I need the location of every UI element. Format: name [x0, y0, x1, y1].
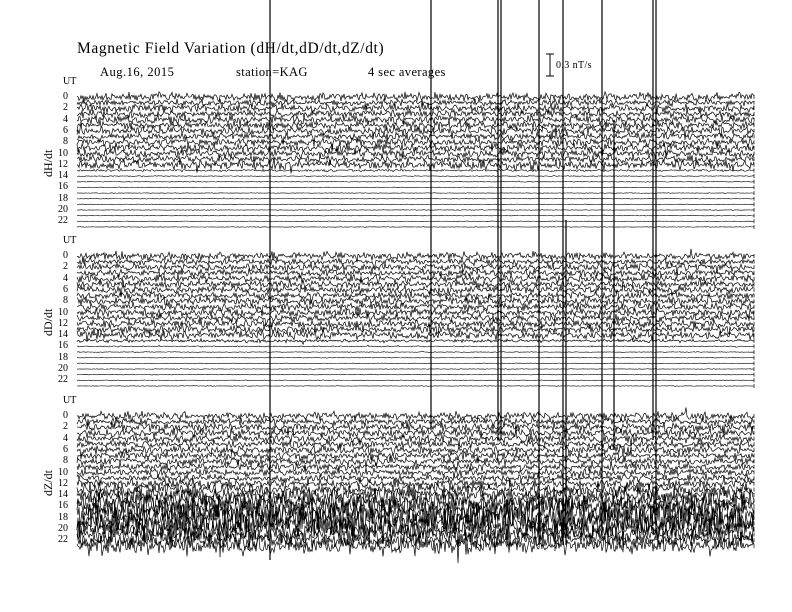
hour-label: 6 — [63, 443, 68, 455]
hour-label: 22 — [58, 215, 68, 227]
ut-label: UT — [63, 76, 77, 87]
hour-label: 0 — [63, 91, 68, 102]
hour-label: 0 — [63, 410, 68, 421]
hour-label: 0 — [63, 250, 68, 261]
hour-label: 10 — [58, 306, 68, 318]
hour-label: 6 — [63, 283, 68, 295]
hour-label: 22 — [58, 534, 68, 546]
hour-label: 2 — [63, 102, 68, 114]
y-axis-label: dH/dt — [41, 149, 55, 178]
hour-label: 16 — [58, 181, 68, 193]
scale-bar-label: 0.3 nT/s — [556, 60, 592, 71]
hour-label: 4 — [63, 272, 68, 284]
hour-label: 22 — [58, 374, 68, 386]
hour-label: 18 — [58, 511, 68, 523]
ut-label: UT — [63, 235, 77, 246]
y-axis-label: dD/dt — [41, 308, 55, 337]
hour-label: 12 — [58, 158, 68, 170]
station-label: station=KAG — [236, 65, 308, 79]
hour-label: 12 — [58, 477, 68, 489]
hour-label: 12 — [58, 317, 68, 329]
hour-label: 16 — [58, 500, 68, 512]
hour-label: 8 — [63, 295, 68, 307]
trace-row — [77, 456, 754, 468]
hour-label: 4 — [63, 113, 68, 125]
hour-label: 20 — [58, 204, 68, 215]
hour-label: 18 — [58, 351, 68, 363]
hour-label: 8 — [63, 455, 68, 467]
hour-label: 14 — [58, 329, 68, 341]
hour-label: 2 — [63, 421, 68, 433]
hour-label: 14 — [58, 489, 68, 501]
hour-label: 4 — [63, 432, 68, 444]
hour-label: 10 — [58, 466, 68, 478]
hour-label: 2 — [63, 261, 68, 273]
hour-label: 16 — [58, 340, 68, 352]
hour-label: 10 — [58, 147, 68, 159]
y-axis-label: dZ/dt — [41, 470, 55, 497]
scale-bar — [546, 54, 554, 76]
chart-title: Magnetic Field Variation (dH/dt,dD/dt,dZ/dt) — [77, 40, 385, 57]
date-label: Aug.16, 2015 — [100, 65, 175, 79]
hour-label: 14 — [58, 170, 68, 182]
hour-label: 20 — [58, 363, 68, 374]
hour-label: 8 — [63, 136, 68, 148]
hour-label: 6 — [63, 124, 68, 136]
ut-label: UT — [63, 395, 77, 406]
averaging-label: 4 sec averages — [368, 65, 446, 79]
hour-label: 18 — [58, 192, 68, 204]
hour-label: 20 — [58, 523, 68, 534]
